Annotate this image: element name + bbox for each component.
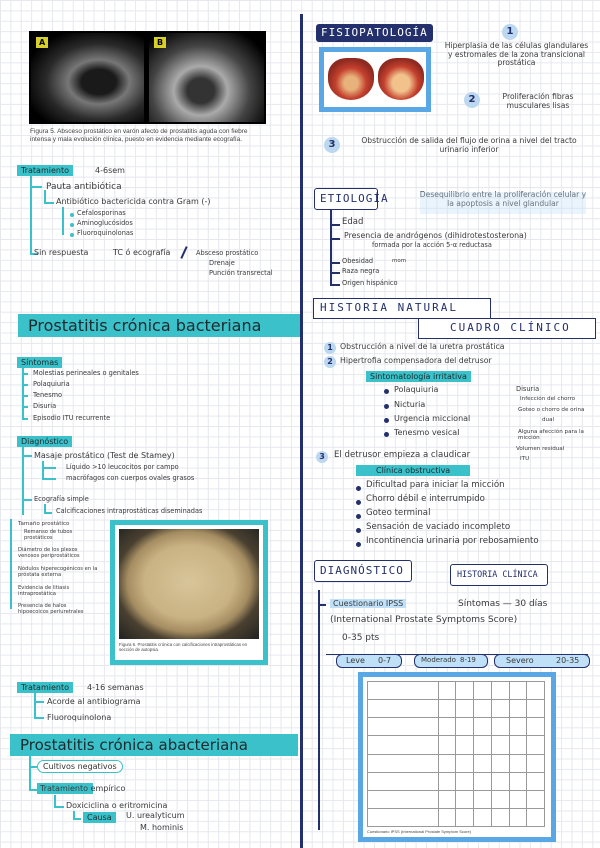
prostate-normal [328, 58, 374, 100]
calcificaciones-tick [44, 512, 52, 514]
cronica-abacteriana-title: Prostatitis crónica abacteriana [10, 734, 298, 756]
etiologia-edad: Edad [342, 217, 364, 227]
fisiopatologia-title: FISIOPATOLOGÍA [316, 24, 433, 42]
organism-m-hominis: M. hominis [140, 823, 184, 832]
ipss-grid [367, 681, 545, 827]
irritativa-title: Sintomatología irritativa [366, 371, 471, 382]
etiologia-androgenos: Presencia de andrógenos (dihidrotestosterona) [344, 231, 527, 240]
etiologia-raza: Raza negra [342, 267, 380, 275]
diagnostico-title: DIAGNÓSTICO [320, 564, 404, 577]
obstructiva-bullet [356, 500, 361, 505]
abacteriana-tick [29, 766, 37, 768]
tratamiento-aguda-branch [30, 186, 42, 188]
etiologia-obesidad: Obesidad [342, 257, 374, 265]
etiologia-tick [330, 262, 340, 264]
prostate-illustration [319, 47, 431, 112]
figure-label-b: B [154, 37, 166, 48]
finding-remanso: Remanso de tubos prostáticos [24, 529, 73, 541]
desequilibrio: Desequilibrio entre la proliferación celular y la apoptosis a nivel glandular [419, 190, 587, 208]
sintomas-tick [22, 418, 28, 420]
masaje-prostatico: Masaje prostático (Test de Stamey) [34, 451, 175, 460]
cuestionario-ipss: Cuestionario IPSS [330, 599, 406, 608]
finding-litiasis: Evidencia de litiasis intraprostática [18, 585, 70, 597]
figure-6-frame [110, 520, 268, 665]
tratamiento-cronica-tick [34, 717, 44, 719]
drug-bullet [70, 223, 74, 227]
masaje-connector [22, 455, 32, 457]
drug-bullet [70, 233, 74, 237]
severity-severo-label: Severo [506, 656, 534, 665]
tratamiento-aguda-duration: 4-6sem [95, 166, 125, 175]
side-note-disuria: Disuria [516, 385, 540, 393]
tratamiento-aguda-title: Tratamiento [17, 165, 73, 176]
ipss-full-name: (International Prostate Symptoms Score) [330, 614, 518, 625]
sintomas-tick [22, 384, 28, 386]
antibiotico-bactericida: Antibiótico bactericida contra Gram (-) [56, 197, 211, 206]
fluoroquinolona: Fluoroquinolona [47, 713, 112, 722]
etiologia-tick [330, 272, 340, 274]
obstructiva-bullet [356, 542, 361, 547]
ipss-table-caption: Cuestionario IPSS (International Prostate Symptom Score) [367, 829, 472, 834]
severity-severo-range: 20-35 [556, 656, 580, 665]
obstructiva-bullet [356, 528, 361, 533]
cuadro-clinico-title: CUADRO CLÍNICO [450, 321, 571, 334]
ipss-table [367, 681, 545, 827]
acorde-antibiograma: Acorde al antibiograma [47, 697, 141, 706]
severity-moderado-label: Moderado [421, 656, 456, 664]
finding-nodulos: Nódulos hiperecogénicos en la próstata externa [18, 566, 98, 578]
irritativa-bullet [384, 389, 389, 394]
tratamiento-aguda-spine [30, 176, 32, 254]
diagnostico-title: Diagnóstico [17, 436, 72, 447]
point-number-1: 1 [502, 24, 518, 40]
page-divider [300, 14, 303, 848]
sintomas-tick [22, 373, 28, 375]
step-number-3: 3 [316, 451, 328, 463]
obstructiva-sensacion: Sensación de vaciado incompleto [366, 522, 511, 532]
obstructiva-dificultad: Dificultad para iniciar la micción [366, 480, 505, 490]
historia-clinica-label: HISTORIA CLÍNICA [457, 569, 538, 579]
side-note-infeccion: Infección del chorro [520, 396, 576, 402]
severity-leve-range: 0-7 [378, 656, 392, 665]
formada-por: formada por la acción 5-α reductasa [372, 241, 492, 249]
slash-mark [180, 246, 187, 259]
drug-aminoglucosidos: Aminoglucósidos [77, 219, 133, 227]
side-note-itu: ITU [520, 456, 530, 462]
drug-cefalosporinas: Cefalosporinas [77, 209, 126, 217]
sintomas-title: Síntomas [17, 357, 62, 368]
macrofagos: macrófagos con cuerpos ovales grasos [66, 474, 195, 482]
tratamiento-empirico: Tratamiento empírico [40, 784, 126, 793]
drenaje: Drenaje [209, 259, 235, 267]
etiologia-tick [330, 284, 340, 286]
step-number-2: 2 [324, 356, 336, 368]
etiologia-mom-note: mom [392, 258, 407, 264]
etiologia-tick [330, 224, 340, 226]
organism-u-urealyticum: U. urealyticum [126, 811, 185, 820]
abacteriana-tick [29, 789, 37, 791]
point-number-2: 2 [464, 92, 480, 108]
figure-label-a: A [36, 37, 48, 48]
obstructiva-chorro: Chorro débil e interrumpido [366, 494, 485, 504]
step-text-1: Obstrucción a nivel de la uretra prostática [340, 342, 505, 351]
irritativa-nicturia: Nicturia [394, 400, 426, 409]
irritativa-bullet [384, 404, 389, 409]
ultrasound-image-b [149, 33, 264, 122]
findings-spine [10, 519, 12, 609]
figure-5-ultrasound [29, 31, 266, 124]
desequilibrio-highlight [420, 192, 586, 214]
ecografia-connector [22, 499, 32, 501]
antibiotico-connector [44, 202, 54, 204]
obstructiva-incontinencia: Incontinencia urinaria por rebosamiento [366, 536, 539, 546]
doxiciclina-tick [54, 806, 64, 808]
figure-6-caption: Figura 6. Prostatitis crónica con calcificaciones intraprostáticas en sección de autopsia. [119, 642, 248, 653]
sintomas-30-dias: Síntomas — 30 días [458, 599, 548, 609]
sintoma-itu: Episodio ITU recurrente [33, 414, 111, 422]
doxiciclina: Doxiciclina o eritromicina [66, 801, 168, 810]
causa-label: Causa [83, 812, 116, 823]
side-note-goteo: Goteo o chorro de orina [518, 407, 585, 413]
drug-fluoroquinolonas: Fluoroquinolonas [77, 229, 134, 237]
etiologia-tick [330, 238, 340, 240]
drug-bullet [70, 213, 74, 217]
point-text-3: Obstrucción de salida del flujo de orina a nivel del tracto urinario inferior [361, 136, 577, 154]
side-note-afeccion: Alguna afección para la micción [518, 429, 584, 442]
calcificaciones: Calcificaciones intraprostáticas diseminadas [56, 507, 203, 515]
ipss-range: 0-35 pts [342, 633, 380, 643]
ecografia-simple: Ecografía simple [34, 495, 89, 503]
tratamiento-cronica-duration: 4-16 semanas [87, 683, 144, 692]
autopsy-image [119, 529, 259, 639]
sintomas-spine [22, 368, 24, 420]
sintomas-tick [22, 395, 28, 397]
causa-tick [73, 818, 81, 820]
finding-diametro: Diámetro de los plexos venosos periprostáticos [18, 547, 80, 559]
finding-halos: Presencia de halos hipoecoicos periuretrales [18, 603, 84, 615]
obstructiva-bullet [356, 486, 361, 491]
abacteriana-spine [29, 756, 31, 790]
step-text-3: El detrusor empieza a claudicar [334, 450, 471, 460]
obstructiva-bullet [356, 514, 361, 519]
irritativa-polaquiuria: Polaquiuria [394, 385, 439, 394]
diagnostico-tick [318, 604, 326, 606]
tratamiento-cronica-tick [34, 701, 44, 703]
cultivos-negativos: Cultivos negativos [37, 760, 123, 773]
diagnostico-spine [22, 447, 24, 515]
macrofagos-connector [42, 478, 56, 480]
irritativa-bullet [384, 432, 389, 437]
step-text-2: Hipertrofia compensadora del detrusor [340, 356, 492, 365]
tc-ecografia: TC ó ecografía [113, 248, 171, 257]
tratamiento-cronica-spine [34, 693, 36, 718]
severity-leve-label: Leve [346, 656, 365, 665]
sin-respuesta: Sin respuesta [34, 248, 89, 257]
point-number-3: 3 [324, 137, 340, 153]
etiologia-origen: Origen hispánico [342, 279, 398, 287]
etiologia-title: ETIOLOGÍA [320, 192, 389, 205]
liquido-leucocitos: Líquido >10 leucocitos por campo [66, 463, 179, 471]
severity-moderado-range: 8-19 [460, 656, 476, 664]
sintoma-molestias: Molestias perineales o genitales [33, 369, 139, 377]
side-note-dual: dual [542, 417, 555, 423]
historia-natural-title: HISTORIA NATURAL [320, 301, 458, 314]
ipss-table-frame [358, 672, 556, 842]
drugs-spine [62, 207, 64, 235]
liquido-connector [42, 467, 56, 469]
antibiotico-branch [44, 190, 46, 202]
cronica-bacteriana-title: Prostatitis crónica bacteriana [18, 314, 300, 337]
puncion-transrectal: Punción transrectal [209, 269, 273, 277]
obstructiva-title: Clínica obstructiva [356, 465, 470, 476]
sintoma-polaquiuria: Polaquiuria [33, 380, 70, 388]
figure-5-caption: Figura 5. Absceso prostático en varón afecto de prostatitis aguda con fiebre intensa y mala evolución clínica, puesto en evidencia mediante ecografía. [30, 128, 248, 144]
side-note-volumen: Volumen residual [516, 446, 565, 452]
irritativa-bullet [384, 418, 389, 423]
sintoma-disuria: Disuria [33, 402, 57, 410]
irritativa-urgencia: Urgencia miccional [394, 414, 471, 423]
point-text-1: Hiperplasia de las células glandulares y estromales de la zona transicional prostática [444, 41, 589, 68]
obstructiva-goteo: Goteo terminal [366, 508, 431, 518]
etiologia-spine [330, 210, 332, 286]
point-text-2: Proliferación fibras musculares lisas [502, 92, 574, 110]
absceso-prostatico: Absceso prostático [196, 249, 259, 257]
pauta-antibiotica: Pauta antibiótica [46, 182, 122, 192]
diagnostico-spine [318, 590, 320, 830]
step-number-1: 1 [324, 342, 336, 354]
irritativa-tenesmo: Tenesmo vesical [394, 428, 460, 437]
tratamiento-cronica-title: Tratamiento [17, 682, 73, 693]
sintomas-tick [22, 406, 28, 408]
masaje-spine [42, 461, 44, 479]
finding-tamano: Tamaño prostático [18, 521, 70, 527]
sintoma-tenesmo: Tenesmo [33, 391, 63, 399]
prostate-hyperplasia [378, 58, 424, 100]
